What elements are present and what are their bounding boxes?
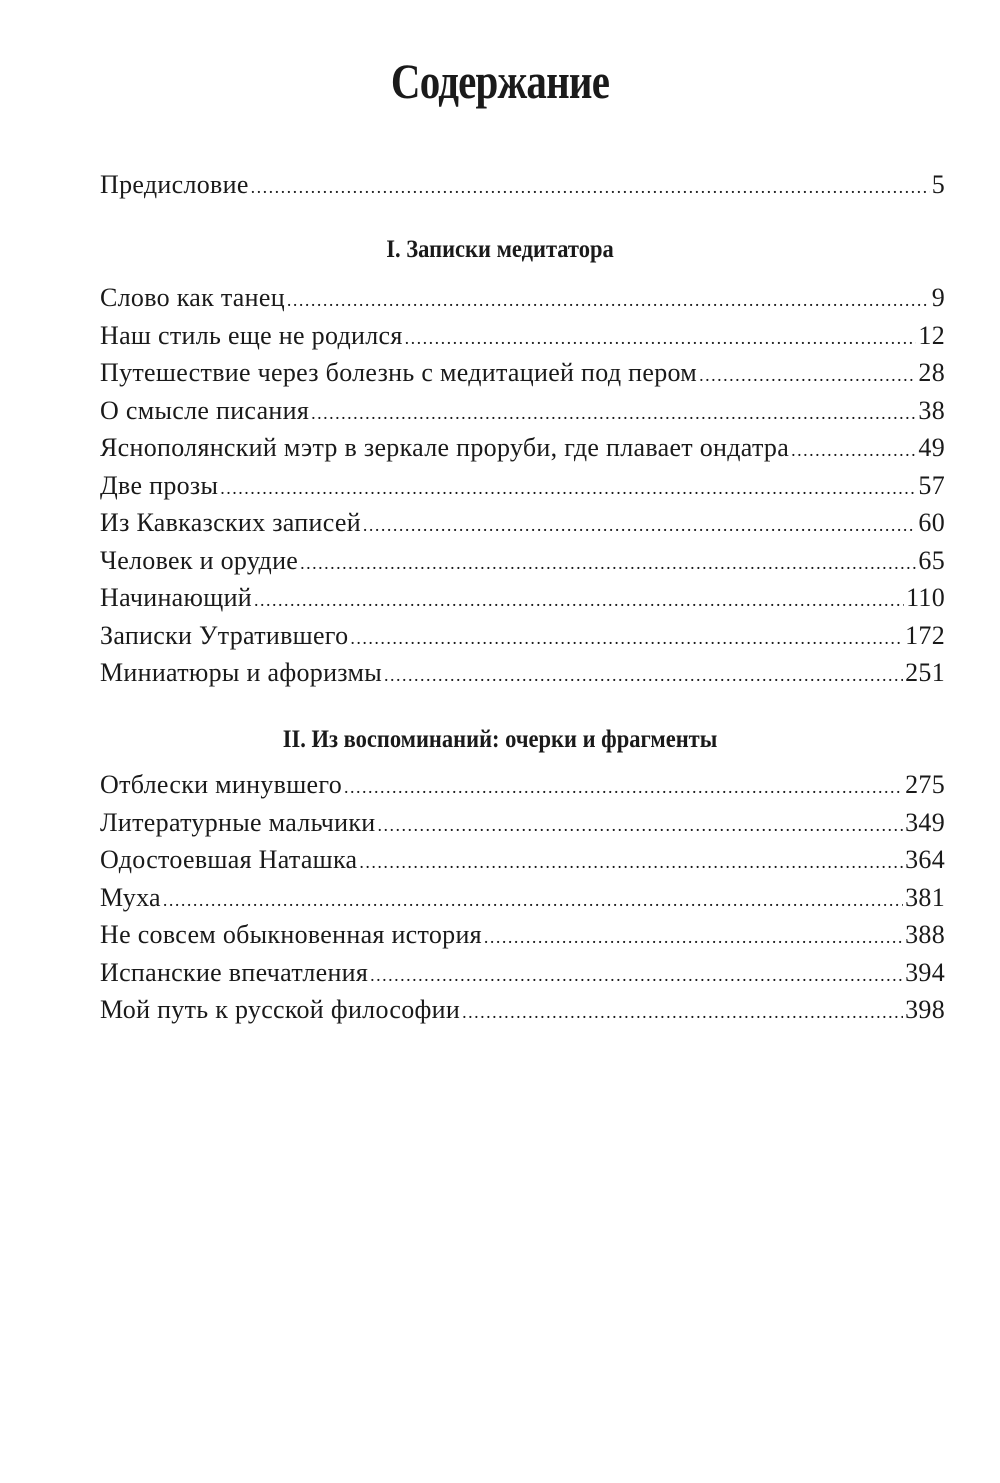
- toc-entry[interactable]: [100, 317, 945, 355]
- entry-page: 5: [931, 170, 945, 199]
- entry-label: Не совсем обыкновенная история: [100, 920, 482, 949]
- dot-leader: [484, 919, 903, 957]
- dot-leader: [287, 282, 930, 320]
- entry-page: 9: [931, 283, 945, 312]
- preface-block: [100, 166, 945, 204]
- entry-label: Наш стиль еще не родился: [100, 320, 403, 350]
- entry-page: 394: [905, 957, 945, 987]
- dot-leader: [254, 582, 904, 620]
- toc-entry[interactable]: [100, 166, 945, 204]
- entry-page: 38: [918, 395, 945, 425]
- dot-leader: [370, 957, 903, 995]
- dot-leader: [378, 807, 904, 845]
- toc-entry[interactable]: [100, 429, 945, 467]
- entry-label: Испанские впечатления: [100, 957, 369, 987]
- dot-leader: [251, 169, 930, 207]
- toc-entry[interactable]: [100, 804, 945, 842]
- dot-leader: [163, 882, 903, 920]
- entry-label: Муха: [100, 882, 161, 912]
- toc-entry[interactable]: [100, 617, 945, 655]
- entry-label: Яснополянский мэтр в зеркале проруби, где плавает ондатра: [100, 433, 790, 462]
- entry-label: Миниатюры и афоризмы: [100, 658, 383, 687]
- toc-entry[interactable]: [100, 354, 945, 392]
- entry-page: 381: [905, 882, 945, 912]
- toc-entry[interactable]: [100, 392, 945, 430]
- entry-page: 172: [905, 620, 945, 650]
- entry-label: Отблески минувшего: [100, 770, 343, 799]
- entry-page: 349: [905, 807, 945, 837]
- entry-page: 398: [905, 995, 945, 1024]
- entry-page: 275: [905, 770, 945, 799]
- entry-page: 364: [905, 845, 945, 874]
- entry-page: 251: [905, 658, 945, 687]
- toc-entry[interactable]: [100, 579, 945, 617]
- dot-leader: [300, 545, 916, 583]
- toc-entry[interactable]: [100, 954, 945, 992]
- entry-page: 388: [905, 920, 945, 949]
- toc-entry[interactable]: [100, 467, 945, 505]
- entry-label: Литературные мальчики: [100, 807, 376, 837]
- entry-label: Из Кавказских записей: [100, 508, 361, 537]
- entry-label: Предисловие: [100, 170, 249, 199]
- dot-leader: [405, 320, 917, 358]
- toc-entry[interactable]: [100, 542, 945, 580]
- dot-leader: [344, 769, 903, 807]
- section-heading: II. Из воспоминаний: очерки и фрагменты: [282, 726, 718, 753]
- dot-leader: [220, 470, 916, 508]
- dot-leader: [699, 357, 916, 395]
- entry-label: Две прозы: [100, 470, 219, 500]
- toc-entry[interactable]: [100, 916, 945, 954]
- entry-label: Начинающий: [100, 583, 252, 612]
- toc-entry[interactable]: [100, 654, 945, 692]
- toc-entry[interactable]: [100, 841, 945, 879]
- toc-entry[interactable]: [100, 766, 945, 804]
- page-title: Содержание: [390, 53, 610, 109]
- entry-label: Записки Утратившего: [100, 620, 349, 650]
- toc-entry[interactable]: [100, 991, 945, 1029]
- dot-leader: [359, 844, 903, 882]
- entry-label: Человек и орудие: [100, 545, 299, 575]
- entry-page: 110: [906, 583, 945, 612]
- entry-label: Мой путь к русской философии: [100, 995, 461, 1024]
- toc-entry[interactable]: [100, 279, 945, 317]
- entry-page: 12: [918, 320, 945, 350]
- section-1-entries: [100, 279, 945, 692]
- toc-entry[interactable]: [100, 504, 945, 542]
- entry-page: 28: [918, 358, 945, 387]
- dot-leader: [311, 395, 916, 433]
- dot-leader: [462, 994, 903, 1032]
- entry-page: 60: [918, 508, 945, 537]
- section-heading: I. Записки медитатора: [386, 236, 614, 263]
- entry-label: Путешествие через болезнь с медитацией под пером: [100, 358, 698, 387]
- entry-label: Одостоевшая Наташка: [100, 845, 358, 874]
- dot-leader: [384, 657, 903, 695]
- entry-label: О смысле писания: [100, 395, 310, 425]
- toc-entry[interactable]: [100, 879, 945, 917]
- dot-leader: [350, 620, 903, 658]
- entry-page: 49: [918, 433, 945, 462]
- dot-leader: [363, 507, 916, 545]
- entry-label: Слово как танец: [100, 283, 285, 312]
- entry-page: 65: [918, 545, 945, 575]
- section-2-entries: [100, 766, 945, 1029]
- dot-leader: [791, 432, 916, 470]
- entry-page: 57: [918, 470, 945, 500]
